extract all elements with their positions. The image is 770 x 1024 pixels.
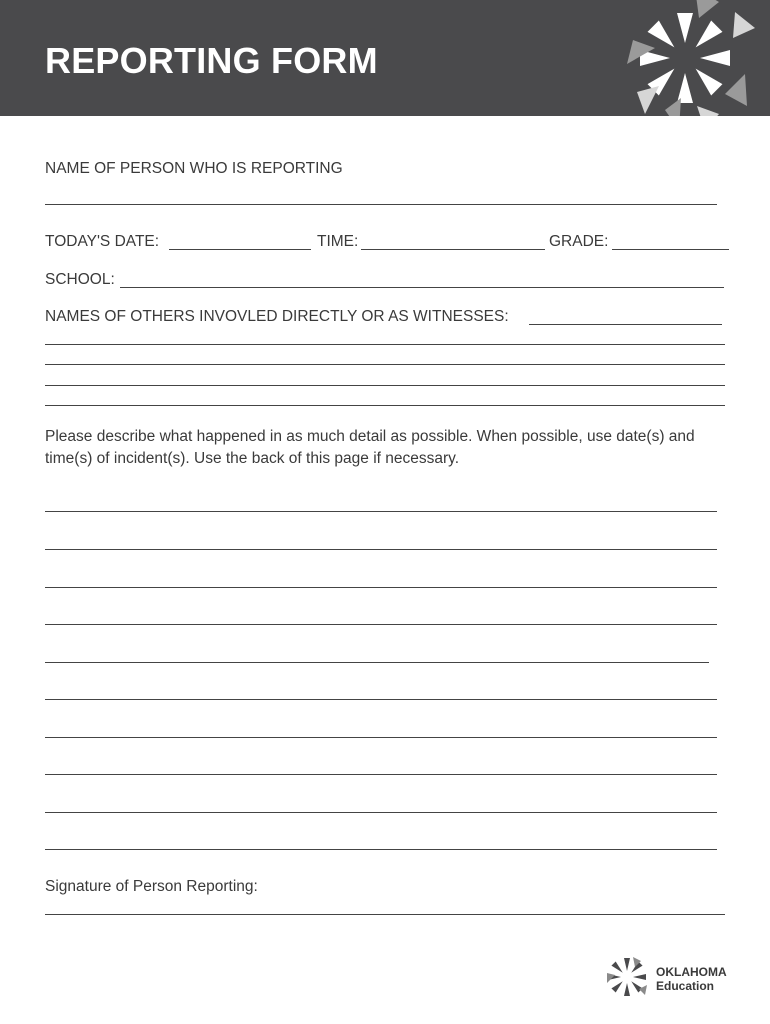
signature-label: Signature of Person Reporting:	[45, 878, 258, 895]
footer-brand	[656, 965, 727, 993]
date-line[interactable]	[169, 249, 311, 250]
description-line[interactable]	[45, 624, 717, 625]
description-line[interactable]	[45, 662, 709, 663]
star-mark-icon	[600, 0, 770, 116]
date-label: TODAY'S DATE:	[45, 233, 160, 250]
description-line[interactable]	[45, 587, 717, 588]
time-line[interactable]	[361, 249, 545, 250]
description-line[interactable]	[45, 849, 717, 850]
school-label: SCHOOL:	[45, 271, 115, 288]
page-header	[0, 0, 770, 116]
oklahoma-education-logo-icon	[604, 954, 650, 1000]
description-line[interactable]	[45, 812, 717, 813]
school-line[interactable]	[120, 287, 724, 288]
description-line[interactable]	[45, 774, 717, 775]
others-line-4[interactable]	[45, 405, 725, 406]
description-line[interactable]	[45, 549, 717, 550]
grade-line[interactable]	[612, 249, 729, 250]
others-line-3[interactable]	[45, 385, 725, 386]
reporter-name-label: NAME OF PERSON WHO IS REPORTING	[45, 160, 343, 177]
grade-label: GRADE:	[549, 233, 609, 250]
page-title: REPORTING FORM	[45, 40, 378, 81]
others-line-2[interactable]	[45, 364, 725, 365]
description-line[interactable]	[45, 511, 717, 512]
description-prompt: Please describe what happened in as much detail as possible. When possible, use date(s) and time(s) of incident(s). Use the back of this page if necessary.	[45, 428, 695, 467]
others-involved-label: NAMES OF OTHERS INVOVLED DIRECTLY OR AS WITNESSES:	[45, 308, 509, 325]
reporter-name-line[interactable]	[45, 204, 717, 205]
others-involved-line[interactable]	[529, 324, 722, 325]
description-line[interactable]	[45, 699, 717, 700]
description-line[interactable]	[45, 737, 717, 738]
signature-line[interactable]	[45, 914, 725, 915]
others-line-1[interactable]	[45, 344, 725, 345]
footer-brand-line1: OKLAHOMA	[656, 965, 727, 979]
footer-brand-line2: Education	[656, 979, 715, 993]
time-label: TIME:	[317, 233, 359, 250]
